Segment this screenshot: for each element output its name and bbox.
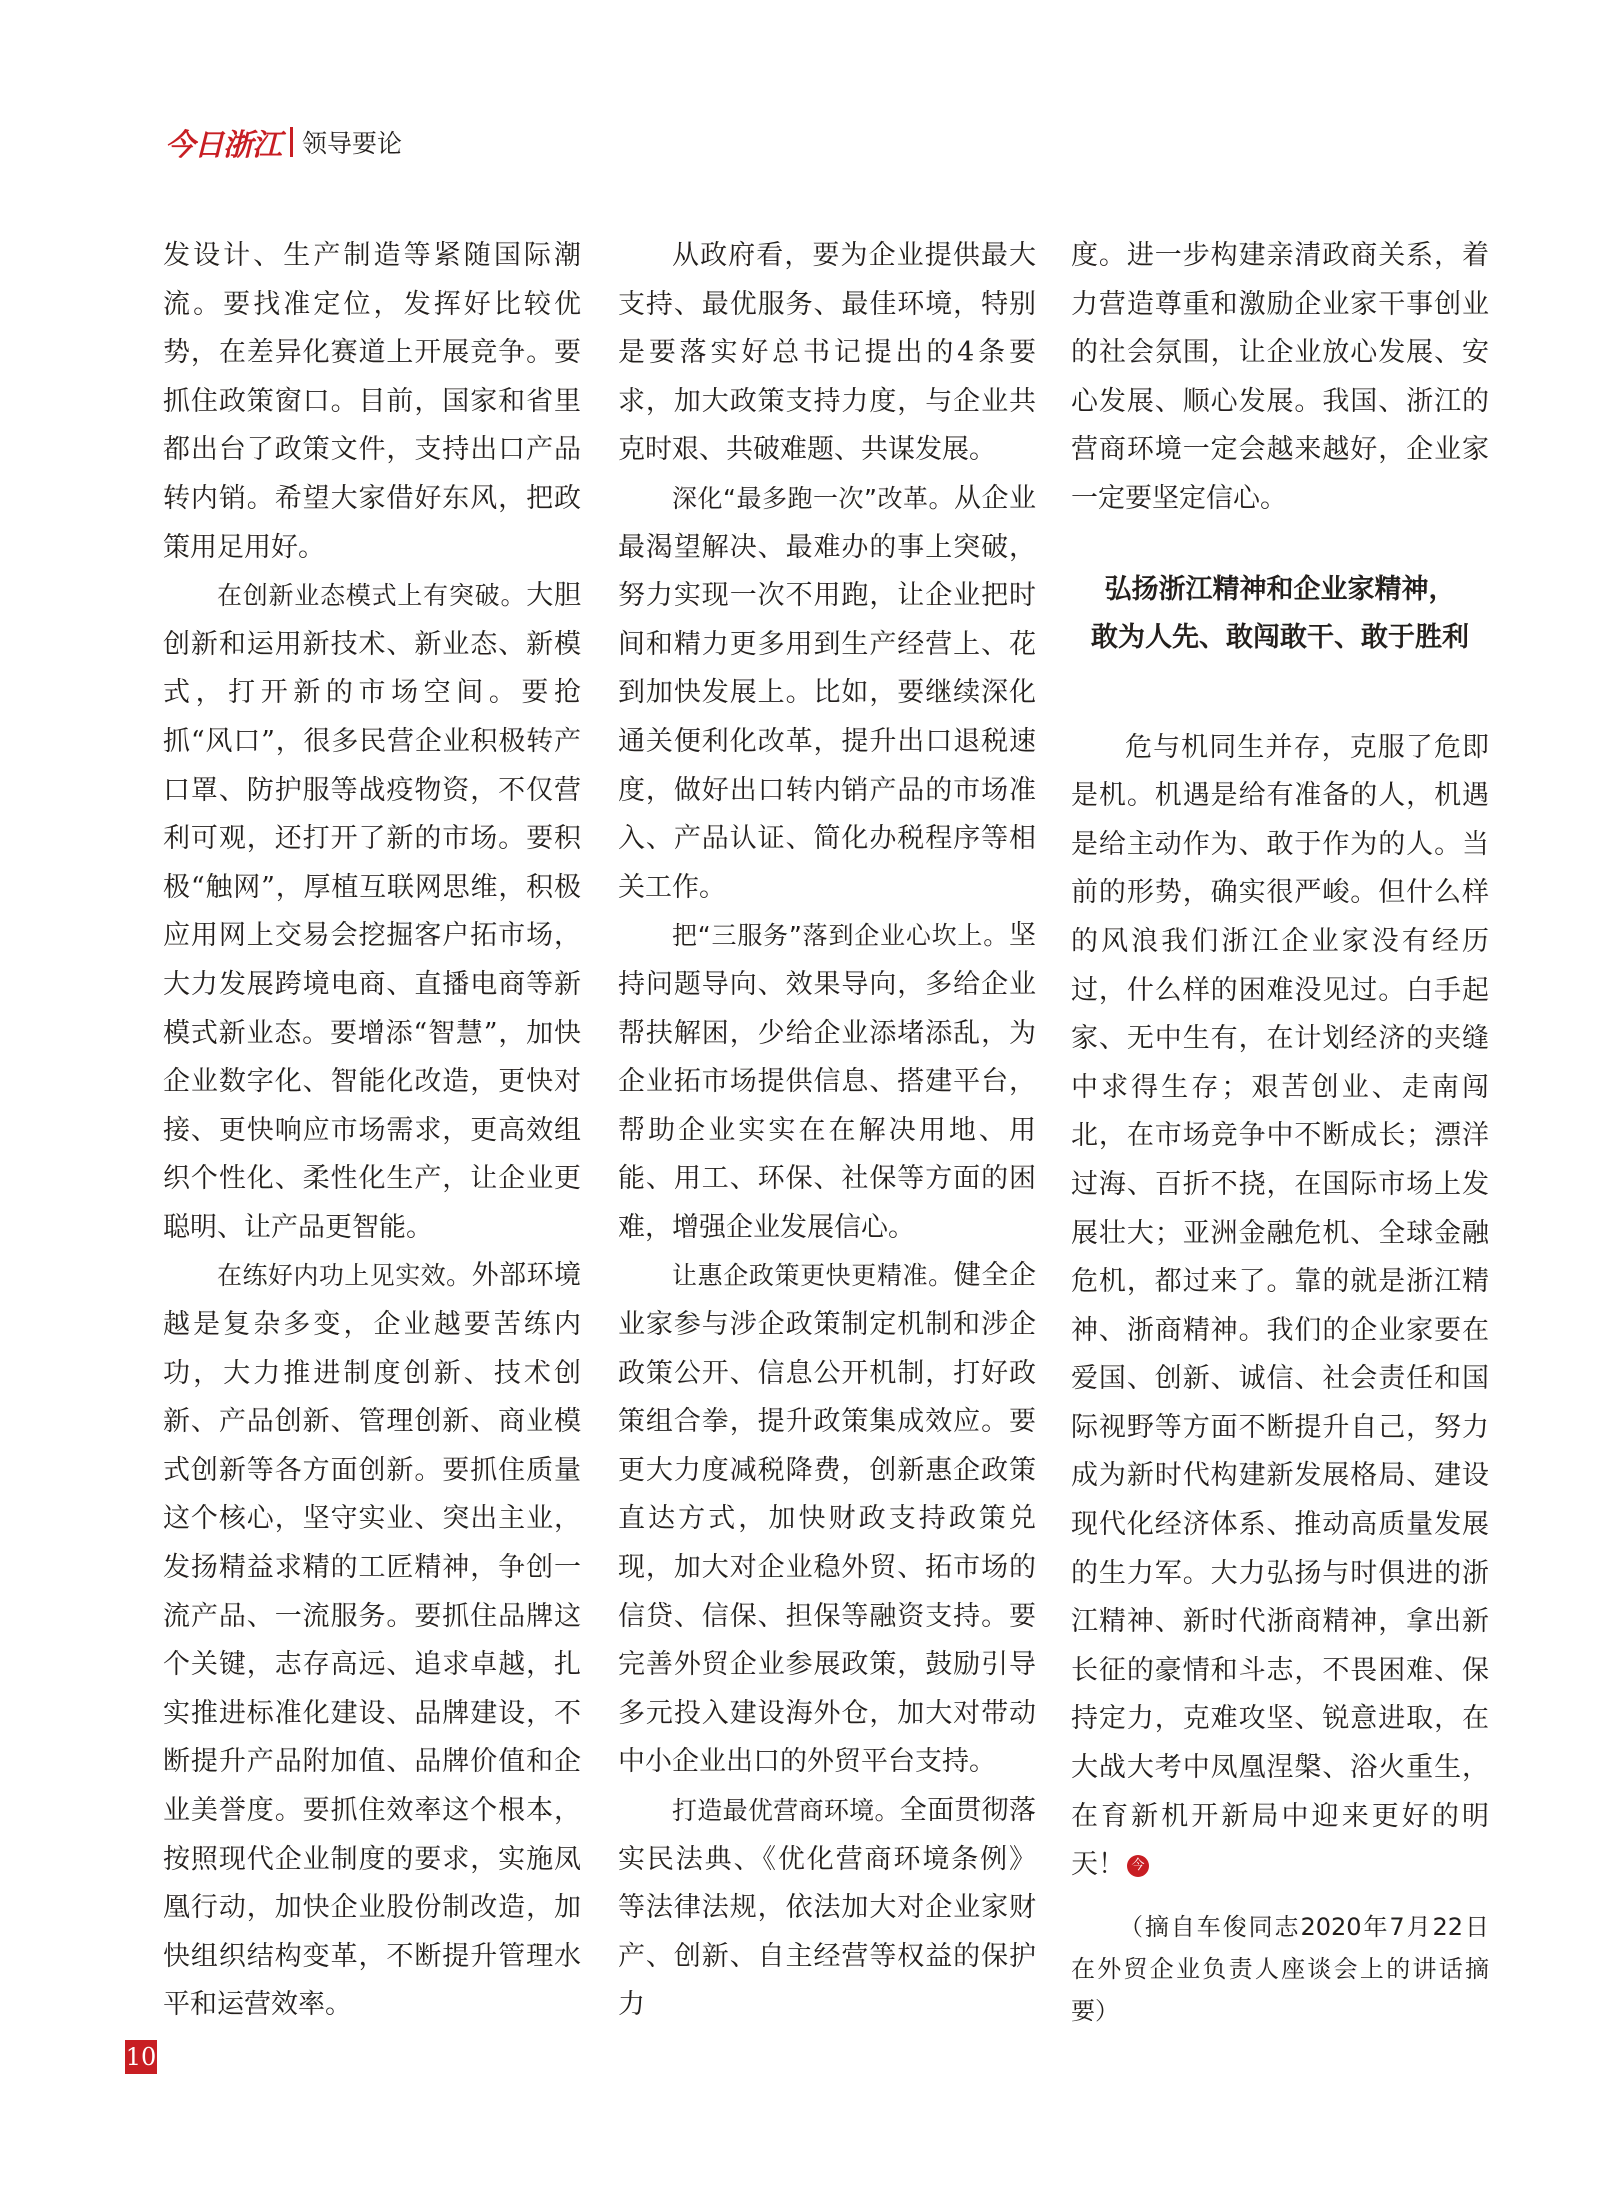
paragraph-body: 外部环境越是复杂多变，企业越要苦练内功，大力推进制度创新、技术创新、产品创新、管理创新、商业模式创新等各方面创新。要抓住质量这个核心，坚守实业、突出主业，发扬精益求精的工匠精神，争创一流产品、一流服务。要抓住品牌这个关键，志存高远、追求卓越，扎实推进标准化建设、品牌建设，不断提升产品附加值、品牌价值和企业美誉度。要抓住效率这个根本，按照现代企业制度的要求，实施凤凰行动，加快企业股份制改造，加快组织结构变革，不断提升管理水平和运营效率。 bbox=[163, 1260, 581, 2021]
paragraph bbox=[1071, 724, 1489, 1890]
paragraph-body: 坚持问题导向、效果导向，多给企业帮扶解困，少给企业添堵添乱，为企业拓市场提供信息、搭建平台，帮助企业实实在在解决用地、用能、用工、环保、社保等方面的困难，增强企业发展信心。 bbox=[618, 920, 1036, 1243]
paragraph-lead: 在练好内功上见实效。 bbox=[217, 1261, 472, 1291]
paragraph bbox=[163, 572, 581, 1252]
paragraph-lead: 把“三服务”落到企业心坎上。 bbox=[672, 921, 1009, 951]
page-number: 10 bbox=[125, 2040, 157, 2074]
paragraph-body: 从企业最渴望解决、最难办的事上突破，努力实现一次不用跑，让企业把时间和精力更多用到生产经营上、花到加快发展上。比如，要继续深化通关便利化改革，提升出口退税速度，做好出口转内销产品的市场准入、产品认证、简化办税程序等相关工作。 bbox=[618, 482, 1037, 903]
paragraph bbox=[618, 1252, 1036, 1787]
paragraph bbox=[618, 1787, 1036, 2030]
paragraph bbox=[618, 912, 1036, 1252]
paragraph bbox=[163, 1252, 581, 2030]
paragraph-body: 全面贯彻落实民法典、《优化营商环境条例》等法律法规，依法加大对企业家财产、创新、自主经营等权益的保护力 bbox=[618, 1795, 1036, 2021]
end-mark-icon: 今 bbox=[1127, 1855, 1149, 1877]
header-divider bbox=[290, 127, 293, 157]
text-column-3 bbox=[1071, 232, 1489, 2032]
paragraph bbox=[618, 475, 1036, 912]
paragraph: 发设计、生产制造等紧随国际潮流。要找准定位，发挥好比较优势，在差异化赛道上开展竞争。要抓住政策窗口。目前，国家和省里都出台了政策文件，支持出口产品转内销。希望大家借好东风，把政策用足用好。 bbox=[163, 240, 581, 563]
paragraph-lead: 在创新业态模式上有突破。 bbox=[217, 581, 527, 611]
subheading-line: 敢为人先、敢闯敢干、敢于胜利 bbox=[1091, 621, 1469, 653]
paragraph-lead: 让惠企政策更快更精准。 bbox=[672, 1261, 954, 1291]
paragraph-lead: 打造最优营商环境。 bbox=[672, 1796, 900, 1825]
magazine-logo: 今日浙江 bbox=[165, 128, 281, 163]
paragraph: 度。进一步构建亲清政商关系，着力营造尊重和激励企业家干事创业的社会氛围，让企业放心发展、安心发展、顺心发展。我国、浙江的营商环境一定会越来越好，企业家一定要坚定信心。 bbox=[1071, 240, 1489, 514]
paragraph: 从政府看，要为企业提供最大支持、最优服务、最佳环境，特别是要落实好总书记提出的4条要求，加大政策支持力度，与企业共克时艰、共破难题、共谋发展。 bbox=[618, 240, 1036, 466]
paragraph-body: 危与机同生并存，克服了危即是机。机遇是给有准备的人，机遇是给主动作为、敢于作为的人。当前的形势，确实很严峻。但什么样的风浪我们浙江企业家没有经历过，什么样的困难没见过。白手起家、无中生有，在计划经济的夹缝中求得生存；艰苦创业、走南闯北，在市场竞争中不断成长；漂洋过海、百折不挠，在国际市场上发展壮大；亚洲金融危机、全球金融危机，都过来了。靠的就是浙江精神、浙商精神。我们的企业家要在爱国、创新、诚信、社会责任和国际视野等方面不断提升自己，努力成为新时代构建新发展格局、建设现代化经济体系、推动高质量发展的生力军。大力弘扬与时俱进的浙江精神、新时代浙商精神，拿出新长征的豪情和斗志，不畏困难、保持定力，克难攻坚、锐意进取，在大战大考中凤凰涅槃、浴火重生，在育新机开新局中迎来更好的明天！ bbox=[1071, 731, 1489, 1881]
text-column-2 bbox=[618, 232, 1036, 2030]
section-subheading bbox=[1071, 566, 1489, 662]
paragraph-body: 大胆创新和运用新技术、新业态、新模式，打开新的市场空间。要抢抓“风口”，很多民营企业积极转产口罩、防护服等战疫物资，不仅营利可观，还打开了新的市场。要积极“触网”，厚植互联网思维，积极应用网上交易会挖掘客户拓市场，大力发展跨境电商、直播电商等新模式新业态。要增添“智慧”，加快企业数字化、智能化改造，更快对接、更快响应市场需求，更高效组织个性化、柔性化生产，让企业更聪明、让产品更智能。 bbox=[163, 580, 581, 1243]
paragraph-body: 健全企业家参与涉企政策制定机制和涉企政策公开、信息公开机制，打好政策组合拳，提升政策集成效应。要更大力度减税降费，创新惠企政策直达方式，加快财政支持政策兑现，加大对企业稳外贸、拓市场的信贷、信保、担保等融资支持。要完善外贸企业参展政策，鼓励引导多元投入建设海外仓，加大对带动中小企业出口的外贸平台支持。 bbox=[618, 1260, 1036, 1778]
subheading-line: 弘扬浙江精神和企业家精神， bbox=[1104, 573, 1456, 605]
paragraph-lead: 深化“最多跑一次”改革。 bbox=[672, 483, 954, 513]
section-title: 领导要论 bbox=[302, 129, 403, 158]
source-note: （摘自车俊同志2020年7月22日在外贸企业负责人座谈会上的讲话摘要） bbox=[1071, 1912, 1489, 2025]
text-column-1 bbox=[163, 232, 581, 2030]
page-header bbox=[165, 120, 402, 164]
